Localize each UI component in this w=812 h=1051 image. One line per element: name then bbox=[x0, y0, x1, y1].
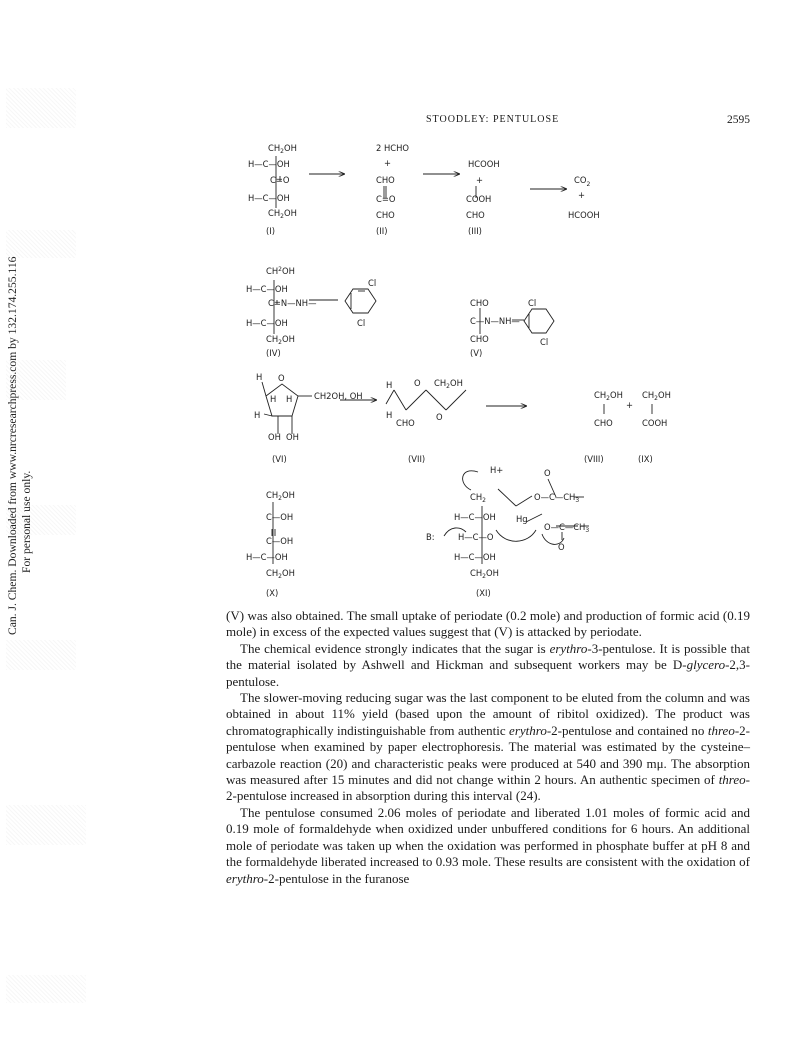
svg-text:CHO: CHO bbox=[376, 210, 395, 220]
svg-text:COOH: COOH bbox=[642, 418, 668, 428]
label-VIII: (VIII) bbox=[584, 454, 604, 464]
svg-text:CHO: CHO bbox=[594, 418, 613, 428]
svg-text:H: H bbox=[386, 380, 393, 390]
svg-text:H—C—OH: H—C—OH bbox=[454, 512, 496, 522]
svg-text:C=N—NH—: C=N—NH— bbox=[268, 298, 317, 308]
label-I: (I) bbox=[266, 226, 276, 236]
svg-text:C—N—NH—: C—N—NH— bbox=[470, 316, 520, 326]
svg-text:O: O bbox=[558, 542, 565, 552]
paragraph-3: The slower-moving reducing sugar was the last component to be eluted from the column and was obtained in about 11% yield (based upon the amount of ribitol oxidized). The product was chromatographically indistinguishable from authentic erythro-2-pentulose and contained no threo-2-pentulose when examined by paper electrophoresis. The material was estimated by the cysteine–carbazole reaction (20) and characteristic peaks were produced at 540 and 390 mμ. The absorption was measured after 15 minutes and did not change within 2 hours. An authentic specimen of threo-2-pentulose increased in absorption during this interval (24). bbox=[226, 690, 750, 804]
svg-text:+: + bbox=[476, 175, 484, 185]
svg-text:+: + bbox=[626, 400, 634, 410]
product-formic-2: HCOOH bbox=[568, 210, 600, 220]
svg-text:OH: OH bbox=[286, 432, 299, 442]
svg-text:C=O: C=O bbox=[270, 175, 290, 185]
scan-noise bbox=[6, 88, 76, 128]
label-IX: (IX) bbox=[638, 454, 653, 464]
svg-text:CH2: $CH_2$ bbox=[470, 492, 486, 504]
svg-text:CH2OH: $CH_2OH$ bbox=[268, 208, 297, 220]
svg-text:CH2OH: $CH_2OH$ bbox=[266, 568, 295, 580]
label-VII: (VII) bbox=[408, 454, 426, 464]
svg-text:+: + bbox=[384, 158, 392, 168]
label-X: (X) bbox=[266, 588, 279, 598]
svg-text:CHO: CHO bbox=[376, 175, 395, 185]
svg-text:OH: OH bbox=[268, 432, 281, 442]
svg-text:H—C—OH: H—C—OH bbox=[454, 552, 496, 562]
scan-noise bbox=[6, 640, 76, 670]
svg-text:H—C—OH: H—C—OH bbox=[248, 159, 290, 169]
svg-text:H: H bbox=[256, 372, 263, 382]
svg-text:H: H bbox=[254, 410, 261, 420]
running-head: STOODLEY: PENTULOSE bbox=[426, 114, 560, 125]
svg-text:CHO: CHO bbox=[396, 418, 415, 428]
svg-text:CH2OH: $CH_2OH$ bbox=[268, 143, 297, 155]
svg-text:CH2OH: $CH_2OH$ bbox=[594, 390, 623, 402]
svg-text:CH2OH: $CH_2OH$ bbox=[266, 490, 295, 502]
svg-text:CH2OH: $CH_2OH$ bbox=[470, 568, 499, 580]
watermark-line-2: For personal use only. bbox=[20, 470, 33, 573]
svg-text:CH2OH: $CH_2OH$ bbox=[434, 378, 463, 390]
svg-text:O: O bbox=[544, 468, 551, 478]
svg-text:H: H bbox=[270, 394, 277, 404]
structures-figure bbox=[226, 134, 750, 604]
svg-text:C—OH: C—OH bbox=[266, 536, 294, 546]
vi-substituent: CH2OH, OH bbox=[314, 391, 363, 401]
svg-text:H—C—OH: H—C—OH bbox=[246, 552, 288, 562]
svg-text:Cl: Cl bbox=[540, 337, 549, 347]
proton-label: H+ bbox=[490, 465, 504, 475]
label-IV: (IV) bbox=[266, 348, 281, 358]
svg-text:Cl: Cl bbox=[357, 318, 366, 328]
svg-text:O: O bbox=[278, 373, 285, 383]
paragraph-4: The pentulose consumed 2.06 moles of periodate and liberated 1.01 moles of formic acid and 0.19 mole of formaldehyde when oxidized under unbuffered conditions for 6 hours. An additional mole of periodate was taken up when the oxidation was performed in phosphate buffer at pH 8 and the formaldehyde liberated increased to 0.93 mole. These results are consistent with the oxidation of erythro-2-pentulose in the furanose bbox=[226, 804, 750, 886]
svg-text:CHO: CHO bbox=[466, 210, 485, 220]
svg-text:O: O bbox=[436, 412, 443, 422]
reaction-scheme bbox=[226, 134, 750, 604]
article-body bbox=[226, 608, 750, 887]
scan-noise bbox=[6, 230, 76, 258]
label-XI: (XI) bbox=[476, 588, 491, 598]
paragraph-1: (V) was also obtained. The small uptake of periodate (0.2 mole) and production of formic acid (0.19 mole) in excess of the expected values suggest that (V) is attacked by periodate. bbox=[226, 608, 750, 640]
base-label: B: bbox=[426, 532, 435, 542]
svg-text:H—C—OH: H—C—OH bbox=[246, 318, 288, 328]
chloro-label: Cl bbox=[368, 278, 377, 288]
mercury-label: Hg bbox=[516, 514, 528, 524]
svg-text:O—C—CH3: $O—C—CH_3$ bbox=[534, 492, 580, 504]
page-header bbox=[226, 114, 750, 128]
page-number: 2595 bbox=[727, 114, 750, 126]
svg-text:CH2OH: $CH^2OH$ bbox=[266, 266, 295, 276]
label-III: (III) bbox=[468, 226, 482, 236]
svg-text:H: H bbox=[386, 410, 393, 420]
watermark-line-1: Can. J. Chem. Downloaded from www.nrcresearchpress.com by 132.174.255.116 on 11/11/14 bbox=[6, 255, 19, 635]
svg-text:COOH: COOH bbox=[466, 194, 492, 204]
svg-text:H—C—O: H—C—O bbox=[458, 532, 494, 542]
svg-text:CH2OH: $CH_2OH$ bbox=[266, 334, 295, 346]
svg-text:CHO: CHO bbox=[470, 334, 489, 344]
svg-text:CHO: CHO bbox=[470, 298, 489, 308]
svg-text:H—C—OH: H—C—OH bbox=[248, 193, 290, 203]
svg-text:H—C—OH: H—C—OH bbox=[246, 284, 288, 294]
svg-text:O—C—CH3: $O—C—CH_3$ bbox=[544, 522, 590, 534]
label-VI: (VI) bbox=[272, 454, 287, 464]
reagent-label: 2 HCHO bbox=[376, 143, 410, 153]
scan-noise bbox=[6, 975, 86, 1003]
svg-text:CO2: $CO_2$ bbox=[574, 175, 591, 188]
paragraph-2: The chemical evidence strongly indicates that the sugar is erythro-3-pentulose. It is possible that the material isolated by Ashwell and Hickman and subsequent workers may be D-glycero-2,3-pentulose. bbox=[226, 640, 751, 689]
svg-text:C=O: C=O bbox=[376, 194, 396, 204]
product-formic-1: HCOOH bbox=[468, 159, 500, 169]
scan-noise bbox=[6, 805, 86, 845]
download-watermark bbox=[2, 255, 46, 635]
label-V: (V) bbox=[470, 348, 483, 358]
label-II: (II) bbox=[376, 226, 388, 236]
svg-text:CH2OH: $CH_2OH$ bbox=[642, 390, 671, 402]
svg-text:H: H bbox=[286, 394, 293, 404]
svg-text:+: + bbox=[578, 190, 586, 200]
svg-text:O: O bbox=[414, 378, 421, 388]
svg-text:C—OH: C—OH bbox=[266, 512, 294, 522]
svg-text:Cl: Cl bbox=[528, 298, 537, 308]
